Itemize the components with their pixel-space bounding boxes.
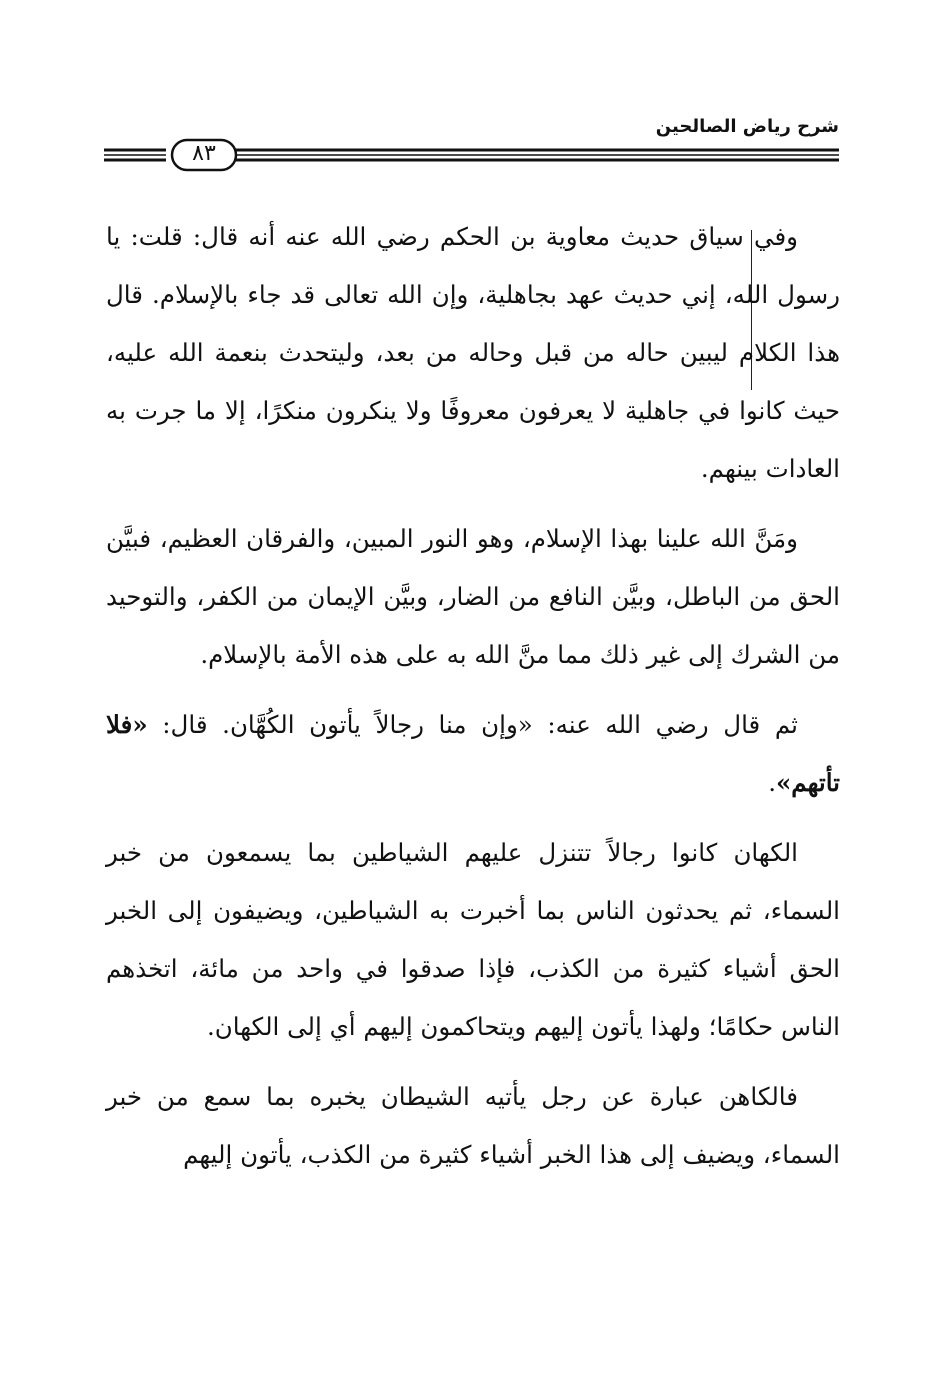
paragraph-4: الكهان كانوا رجالاً تتنزل عليهم الشياطين بما يسمعون من خبر السماء، ثم يحدثون الناس بما أخبرت به الشياطين، ويضيفون إلى الخبر الحق أشياء كثيرة من الكذب، فإذا صدقوا في واحد من مائة، اتخذهم الناس حكامًا؛ ولهذا يأتون إليهم ويتحاكمون إليهم أي إلى الكهان. xyxy=(106,838,840,1041)
paragraph-3 xyxy=(106,696,840,812)
paragraph-3-end: . xyxy=(768,768,776,797)
paragraph-1: وفي سياق حديث معاوية بن الحكم رضي الله عنه أنه قال: قلت: يا رسول الله، إني حديث عهد بجاهلية، وإن الله تعالى قد جاء بالإسلام. قال هذا الكلام ليبين حاله من قبل وحاله من بعد، وليتحدث بنعمة الله عليه، حيث كانوا في جاهلية لا يعرفون معروفًا ولا ينكرون منكرًا، إلا ما جرت به العادات بينهم. xyxy=(106,222,840,483)
paragraph-2: ومَنَّ الله علينا بهذا الإسلام، وهو النور المبين، والفرقان العظيم، فبيَّن الحق من الباطل، وبيَّن النافع من الضار، وبيَّن الإيمان من الكفر، والتوحيد من الشرك إلى غير ذلك مما منَّ الله به على هذه الأمة بالإسلام. xyxy=(106,524,840,669)
page-body xyxy=(106,208,840,1196)
running-header-title: شرح رياض الصالحين xyxy=(655,116,839,137)
paragraph-5: فالكاهن عبارة عن رجل يأتيه الشيطان يخبره بما سمع من خبر السماء، ويضيف إلى هذا الخبر أشياء كثيرة من الكذب، يأتون إليهم xyxy=(106,1082,840,1169)
paragraph-3-intro: ثم قال رضي الله عنه: «وإن منا رجالاً يأتون الكُهَّان. قال: xyxy=(162,710,798,739)
hadith-quote: «فلا تأتهم» xyxy=(106,710,840,797)
page-number: ٨٣ xyxy=(192,141,216,166)
